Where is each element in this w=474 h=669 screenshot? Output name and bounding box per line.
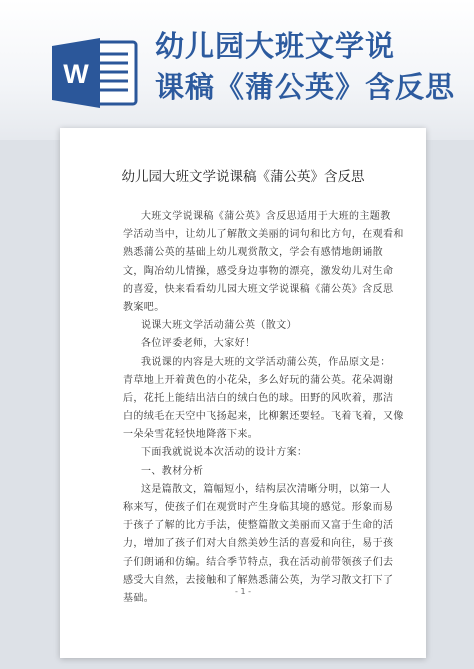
document-line: 这是篇散文，篇幅短小，结构层次清晰分明，以第一人 [141,483,391,495]
document-line: 称来写，使孩子们在观赏时产生身临其境的感觉。形象而易 [123,502,394,513]
document-line: 教案吧。 [123,301,165,313]
document-line: 说课大班文学活动蒲公英（散文） [141,320,297,332]
document-line: 学活动当中，让幼儿了解散文美丽的词句和比方句，在观看和 [123,229,404,241]
document-line: 一、教材分析 [141,465,204,477]
document-line: 文，陶冶幼儿情操，感受身边事物的漂亮，激发幼儿对生命 [123,265,394,277]
document-line: 子们朗诵和仿编。结合季节特点，我在活动前带领孩子们去 [123,556,394,568]
preview-banner [0,0,474,140]
document-line: 感受大自然，去接触和了解熟悉蒲公英，为学习散文打下了 [123,574,394,586]
document-line: 力，增加了孩子们对大自然美妙生活的喜爱和向往，易于孩 [123,538,394,550]
document-body [123,208,404,608]
document-line: 于孩子了解的比方手法，使整篇散文美丽而又富于生命的活 [123,520,394,532]
word-logo-letter: W [63,59,89,89]
document-title: 幼儿园大班文学说课稿《蒲公英》含反思 [121,169,365,185]
document-line: 熟悉蒲公英的基础上幼儿观赏散文，学会有感情地朗诵散 [123,247,383,259]
document-line: 白的绒毛在天空中飞扬起来，比柳絮还要轻。飞着飞着，又像 [123,411,404,423]
banner-title-line-1: 幼儿园大班文学说 [155,29,396,63]
document-line: 的喜爱，快来看看幼儿园大班文学说课稿《蒲公英》含反思 [123,283,394,295]
document-page [60,128,426,658]
document-line: 各位评委老师，大家好！ [141,338,256,350]
document-line: 大班文学说课稿《蒲公英》含反思适用于大班的主题教 [141,211,391,222]
page-number: - 1 - [235,587,251,596]
document-line: 后，花托上能结出洁白的绒白色的球。田野的风吹着，那洁 [123,392,394,404]
document-line: 下面我就说说本次活动的设计方案： [141,447,308,459]
document-line: 一朵朵雪花轻快地降落下来。 [123,429,259,441]
banner-title [155,26,467,108]
document-line: 青草地上开着黄色的小花朵，多么好玩的蒲公英。花朵凋谢 [123,374,394,386]
document-line: 我说课的内容是大班的文学活动蒲公英，作品原文是： [141,356,391,368]
banner-title-line-2: 课稿《蒲公英》含反思 [155,70,456,104]
word-document-icon [50,36,140,110]
document-line: 基础。 [123,592,155,604]
